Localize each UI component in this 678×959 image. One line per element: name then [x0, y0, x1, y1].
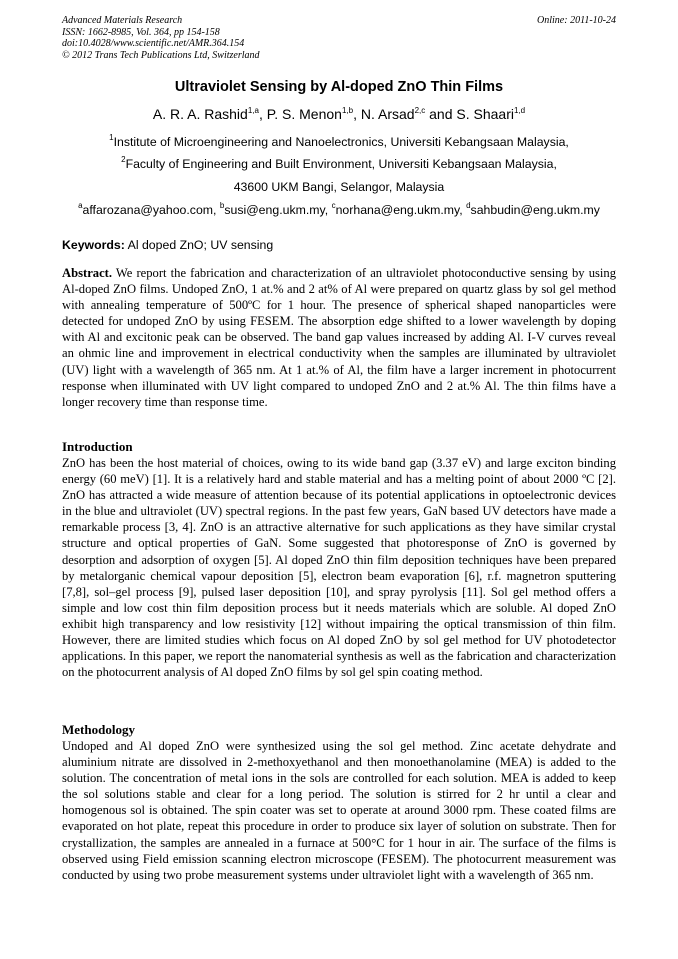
abstract-label: Abstract. — [62, 266, 113, 280]
email-address: sahbudin@eng.ukm.my — [470, 203, 600, 217]
author-name: S. Shaari — [456, 106, 514, 122]
email-address: affarozana@yahoo.com, — [82, 203, 220, 217]
paper-title: Ultraviolet Sensing by Al-doped ZnO Thin Films — [174, 79, 504, 95]
abstract-text: We report the fabrication and characterization of an ultraviolet photoconductive sensing by using Al-doped ZnO films. Undoped ZnO, 1 at.% and 2 at% of Al were prepared on quartz glass by sol gel method with annealing temperature of 500ºC for 1 hour. The presence of spherical shaped nanoparticles were detected for undoped ZnO by using FESEM. The absorption edge shifted to a lower wavelength by doping with Al and excitonic peak can be observed. The band gap values increased by adding Al. I-V curves reveal an ohmic line and improvement in electrical conductivity when the samples are illuminated by ultraviolet (UV) light with a wavelength of 365 nm. At 1 at.% of Al, the film have a larger increment in photocurrent response when illuminated with UV light compared to undoped ZnO and 2 at.% Al. The thin films have a longer recovery time than response time. — [62, 266, 616, 409]
issn-line: ISSN: 1662-8985, Vol. 364, pp 154-158 — [62, 26, 220, 38]
email-superscript: c — [331, 201, 336, 210]
affiliation-superscript: 2 — [121, 155, 126, 164]
abstract-section — [62, 265, 616, 410]
author-separator: , — [258, 106, 267, 122]
introduction-text: ZnO has been the host material of choices, owing to its wide band gap (3.37 eV) and large exciton binding energy (60 meV) [1]. It is a relatively hard and stable material and has a melting point of about 2000 ºC [2]. ZnO has attracted a wide measure of attention because of its potential applications in optoelectronic devices in the blue and ultraviolet (UV) spectral regions. In the past few years, GaN based UV detectors have made a remarkable process [3, 4]. ZnO is an attractive alternative for such applications as they have similar crystal structure and optical properties of GaN. Some suggested that photoresponse of ZnO is governed by desorption and adsorption of oxygen [5]. Al doped ZnO thin film deposition techniques have been prepared by metalorganic chemical vapour deposition [5], electron beam evaporation [6], r.f. magnetron sputtering [7,8], sol–gel process [9], pulsed laser deposition [10], and spray pyrolysis [11]. Sol gel method offers a simple and low cost thin film deposition process but it needs materials which are soluble. Al doped ZnO exhibit high transparency and low resistivity [12] without impairing the optical transmission of thin film. However, there are limited studies which focus on Al doped ZnO by sol gel method for UV photodetector applications. In this paper, we report the nanomaterial synthesis as well as the fabrication and characterization on the photocurrent analysis of Al doped ZnO films by sol gel spin coating method. — [62, 456, 616, 680]
methodology-text: Undoped and Al doped ZnO were synthesized using the sol gel method. Zinc acetate dehydrate and aluminium nitrate are dissolved in 2-methoxyethanol and then monoethanolamine (MEA) is added to the solution. The concentration of metal ions in the sols are controlled for each solution. MEA is added to keep the sol solutions stable and clear for a long period. The solution is stirred for 2 hr until a clear and homogenous sol is obtained. The spin coater was set to operate at around 3000 rpm. These coated films are evaporated on hot plate, repeat this procedure in order to produce six layer of solution on substrate. Then for crystallization, the samples are annealed in a furnace at 500°C for 1 hour in air. The surface of the films is observed using Field emission scanning electron microscope (FESEM). The photocurrent measurement was conducted by using two probe measurement systems under ultraviolet light with a wavelength of 365 nm. — [62, 739, 616, 882]
email-address: norhana@eng.ukm.my, — [335, 203, 467, 217]
affiliation-text: 43600 UKM Bangi, Selangor, Malaysia — [233, 180, 445, 194]
author-name: A. R. A. Rashid — [152, 106, 248, 122]
affiliation-text: Institute of Microengineering and Nanoelectronics, Universiti Kebangsaan Malaysia, — [113, 135, 569, 149]
author-superscript: 1,d — [513, 106, 526, 115]
author-name: P. S. Menon — [266, 106, 342, 122]
introduction-heading: Introduction — [62, 439, 133, 454]
keywords-label: Keywords: — [62, 238, 125, 252]
author-superscript: 1,a — [247, 106, 259, 115]
introduction-section — [62, 439, 616, 680]
online-date: Online: 2011-10-24 — [537, 15, 616, 26]
journal-header — [62, 15, 616, 61]
keywords-text: Al doped ZnO; UV sensing — [124, 238, 274, 252]
author-separator: , — [353, 106, 361, 122]
copyright-line: © 2012 Trans Tech Publications Ltd, Switzerland — [62, 49, 260, 61]
author-superscript: 2,c — [414, 106, 426, 115]
affiliation-text: Faculty of Engineering and Built Environment, Universiti Kebangsaan Malaysia, — [125, 157, 557, 171]
author-superscript: 1,b — [341, 106, 354, 115]
methodology-heading: Methodology — [62, 722, 135, 737]
affiliation-address — [0, 180, 678, 194]
affiliation-superscript: 1 — [109, 133, 114, 142]
keywords — [62, 238, 273, 252]
email-superscript: a — [78, 201, 83, 210]
email-superscript: d — [466, 201, 471, 210]
email-list — [0, 203, 678, 217]
email-superscript: b — [219, 201, 225, 210]
doi-line: doi:10.4028/www.scientific.net/AMR.364.154 — [62, 38, 245, 49]
affiliation-1 — [0, 135, 678, 149]
affiliation-2 — [0, 157, 678, 171]
author-name: N. Arsad — [360, 106, 415, 122]
email-address: susi@eng.ukm.my, — [224, 203, 332, 217]
journal-name: Advanced Materials Research — [62, 15, 183, 26]
methodology-section — [62, 722, 616, 883]
author-separator: and — [425, 106, 457, 122]
author-list — [0, 106, 678, 122]
abstract-paragraph — [62, 265, 616, 410]
